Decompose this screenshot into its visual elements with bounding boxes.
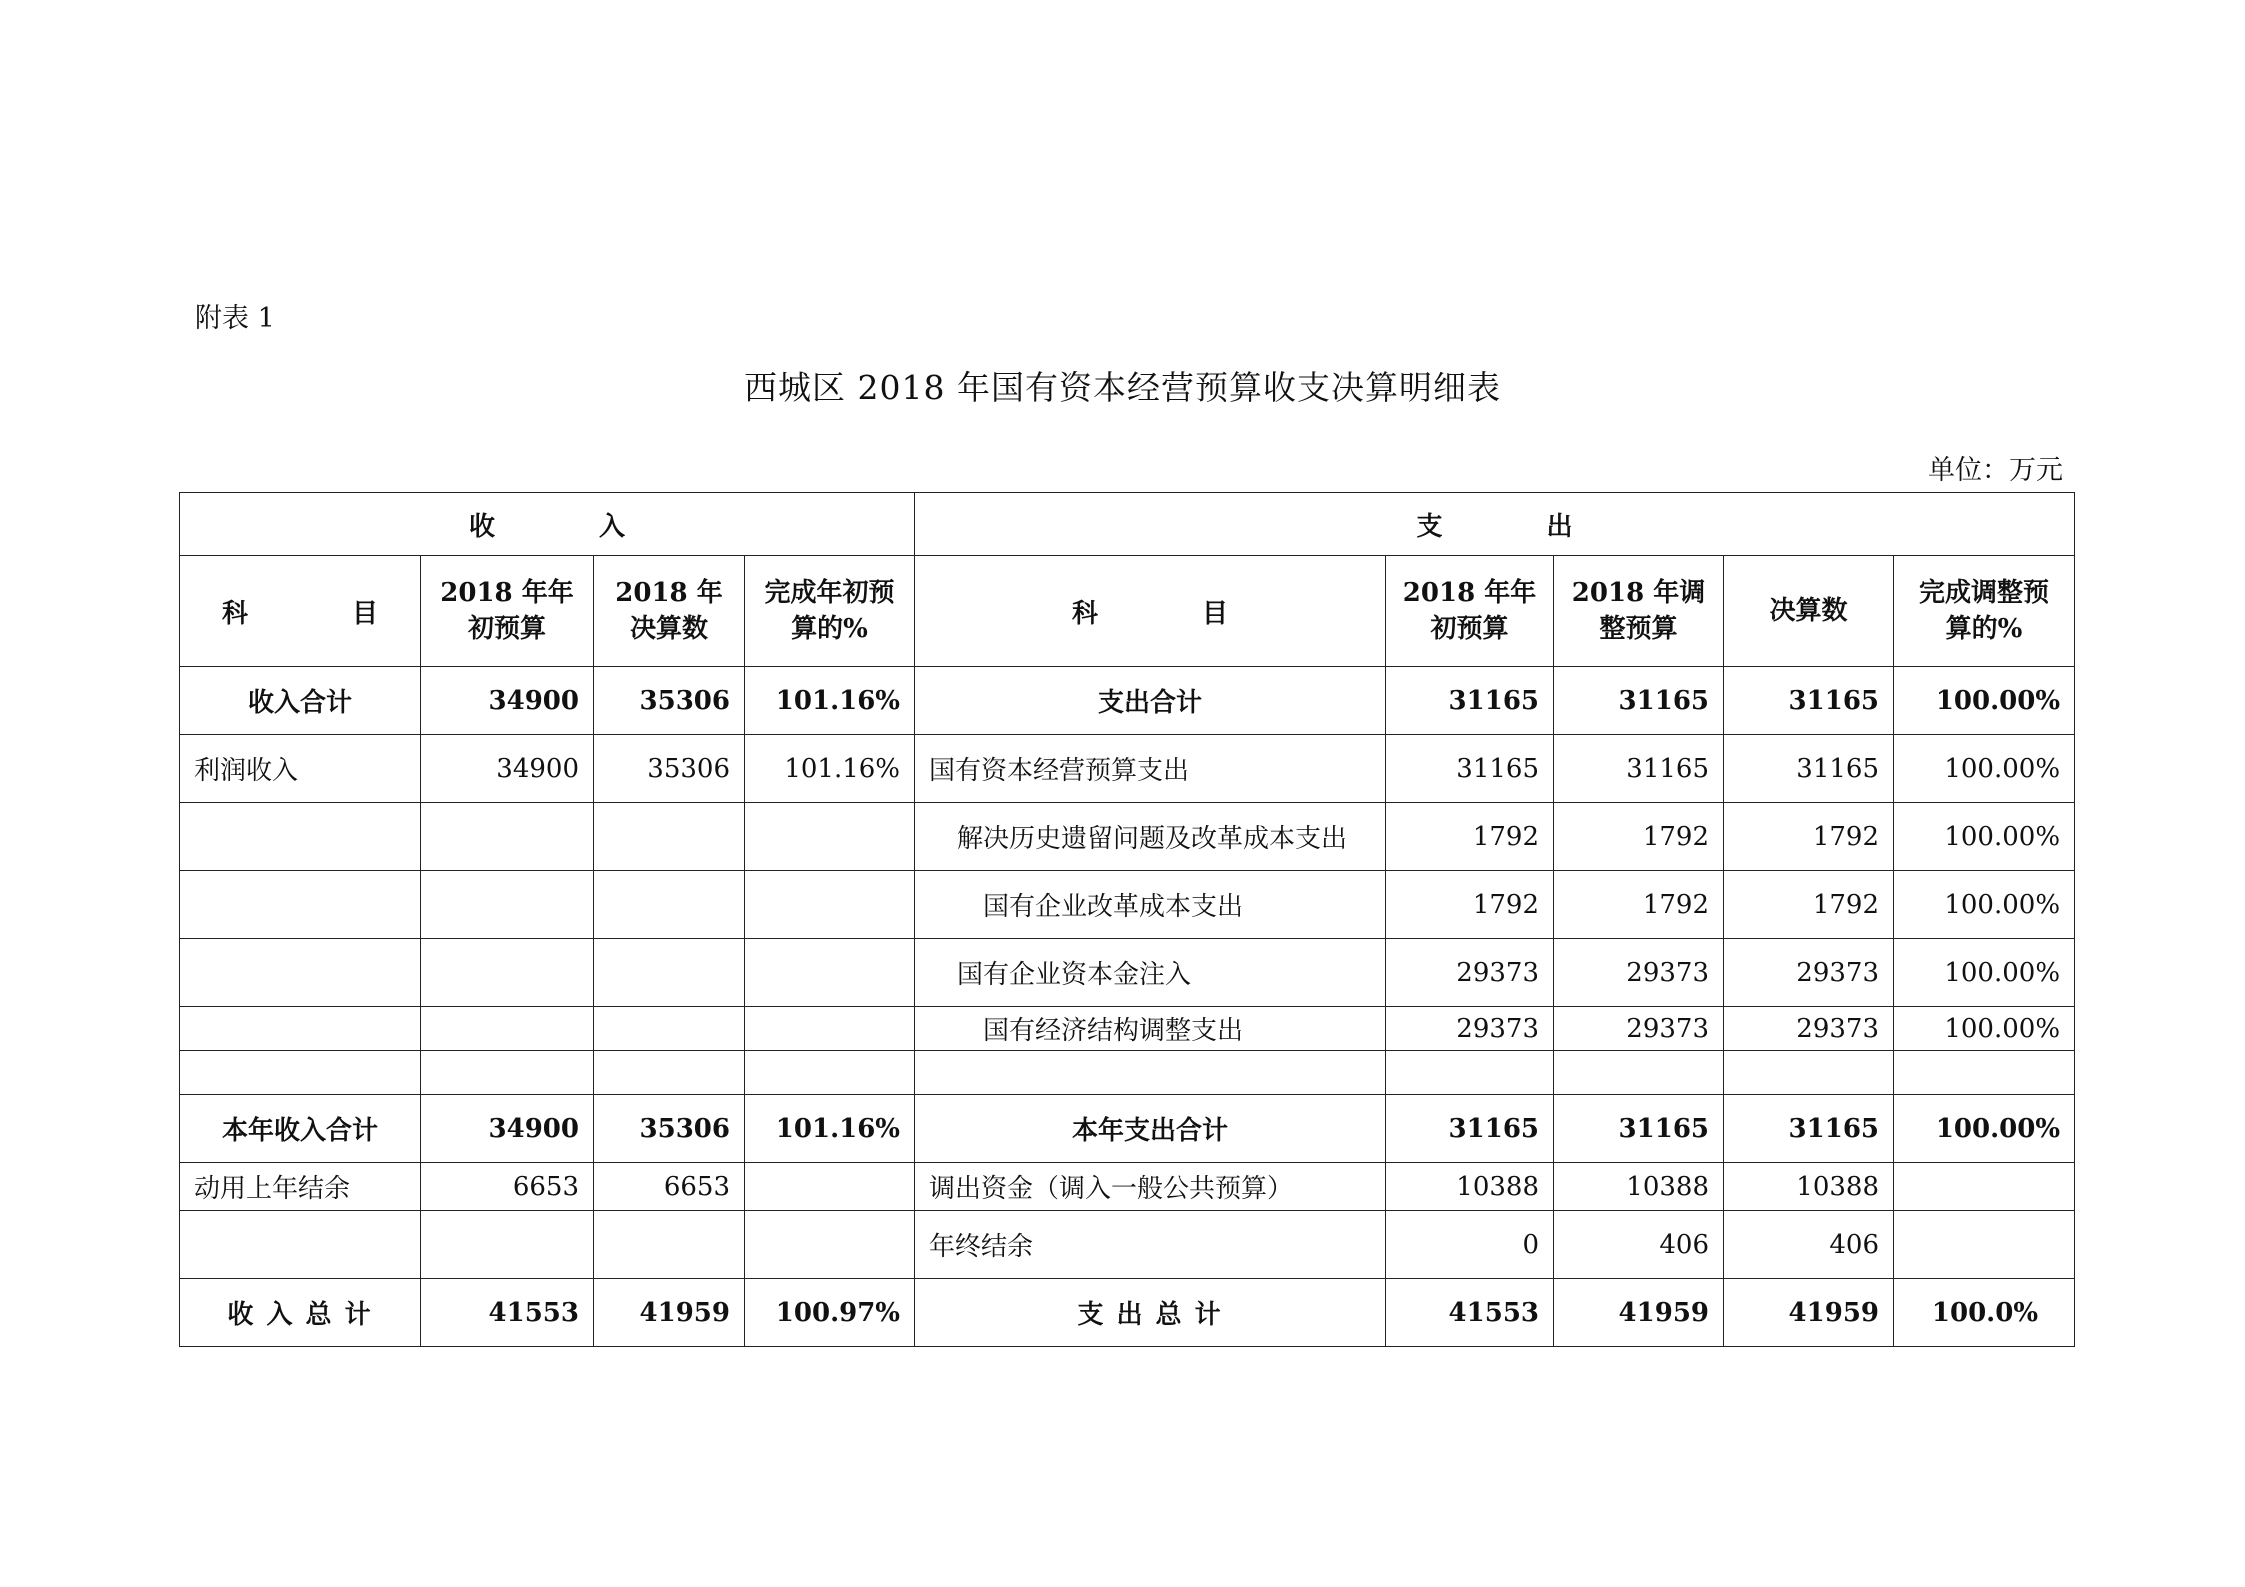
expense-adjusted-cell: 1792 <box>1554 871 1724 939</box>
expense-final-cell: 31165 <box>1724 1095 1894 1163</box>
expense-name-cell: 国有企业资本金注入 <box>915 939 1386 1007</box>
expense-rate-cell: 100.00% <box>1894 667 2075 735</box>
expense-final-cell: 29373 <box>1724 939 1894 1007</box>
table-row <box>180 1095 2075 1163</box>
expense-rate-header: 完成调整预算的% <box>1894 556 2075 667</box>
expense-budget-cell: 31165 <box>1386 735 1554 803</box>
income-name-cell: 利润收入 <box>180 735 421 803</box>
expense-final-header: 决算数 <box>1724 556 1894 667</box>
expense-rate-cell: 100.0% <box>1894 1279 2075 1347</box>
section-header-row <box>180 493 2075 556</box>
expense-budget-cell: 10388 <box>1386 1163 1554 1211</box>
unit-label: 单位：万元 <box>1928 455 2063 486</box>
income-budget-cell: 34900 <box>421 735 594 803</box>
income-name-cell: 动用上年结余 <box>180 1163 421 1211</box>
income-rate-cell <box>745 803 915 871</box>
expense-name-cell <box>915 1051 1386 1095</box>
income-budget-cell: 34900 <box>421 1095 594 1163</box>
expense-final-cell: 41959 <box>1724 1279 1894 1347</box>
expense-adjusted-cell: 10388 <box>1554 1163 1724 1211</box>
income-name-cell <box>180 1007 421 1051</box>
income-budget-cell <box>421 1211 594 1279</box>
income-budget-cell <box>421 939 594 1007</box>
income-section-header: 收 入 <box>180 493 915 556</box>
income-budget-cell <box>421 803 594 871</box>
income-rate-cell <box>745 1211 915 1279</box>
expense-final-cell: 10388 <box>1724 1163 1894 1211</box>
expense-name-cell: 调出资金（调入一般公共预算） <box>915 1163 1386 1211</box>
income-final-cell <box>594 1007 745 1051</box>
income-final-cell <box>594 803 745 871</box>
table-row <box>180 735 2075 803</box>
income-final-cell: 35306 <box>594 735 745 803</box>
table-row <box>180 1163 2075 1211</box>
income-final-cell <box>594 871 745 939</box>
income-name-cell <box>180 1211 421 1279</box>
income-final-cell <box>594 1051 745 1095</box>
income-budget-cell <box>421 871 594 939</box>
expense-budget-cell <box>1386 1051 1554 1095</box>
expense-budget-cell: 31165 <box>1386 1095 1554 1163</box>
income-rate-cell: 100.97% <box>745 1279 915 1347</box>
income-budget-cell: 41553 <box>421 1279 594 1347</box>
expense-rate-cell: 100.00% <box>1894 803 2075 871</box>
expense-rate-cell: 100.00% <box>1894 1095 2075 1163</box>
income-rate-cell: 101.16% <box>745 1095 915 1163</box>
table-row <box>180 803 2075 871</box>
income-final-cell: 35306 <box>594 1095 745 1163</box>
income-rate-cell <box>745 871 915 939</box>
expense-adjusted-cell: 41959 <box>1554 1279 1724 1347</box>
expense-name-cell: 国有经济结构调整支出 <box>915 1007 1386 1051</box>
income-name-cell <box>180 939 421 1007</box>
expense-rate-cell: 100.00% <box>1894 871 2075 939</box>
income-rate-cell: 101.16% <box>745 667 915 735</box>
expense-adjusted-cell: 31165 <box>1554 1095 1724 1163</box>
expense-rate-cell <box>1894 1211 2075 1279</box>
income-rate-cell <box>745 1007 915 1051</box>
expense-adjusted-cell <box>1554 1051 1724 1095</box>
expense-final-cell: 1792 <box>1724 803 1894 871</box>
income-final-cell: 6653 <box>594 1163 745 1211</box>
expense-budget-cell: 29373 <box>1386 1007 1554 1051</box>
income-rate-cell: 101.16% <box>745 735 915 803</box>
income-rate-cell <box>745 1163 915 1211</box>
expense-final-cell: 31165 <box>1724 667 1894 735</box>
expense-final-cell: 29373 <box>1724 1007 1894 1051</box>
expense-name-cell: 国有企业改革成本支出 <box>915 871 1386 939</box>
expense-name-cell: 支 出 总 计 <box>915 1279 1386 1347</box>
income-final-cell: 41959 <box>594 1279 745 1347</box>
table-row <box>180 1211 2075 1279</box>
expense-budget-cell: 29373 <box>1386 939 1554 1007</box>
expense-rate-cell <box>1894 1051 2075 1095</box>
income-final-header: 2018 年决算数 <box>594 556 745 667</box>
expense-adjusted-cell: 29373 <box>1554 939 1724 1007</box>
column-header-row <box>180 556 2075 667</box>
income-name-cell: 收 入 总 计 <box>180 1279 421 1347</box>
expense-name-cell: 国有资本经营预算支出 <box>915 735 1386 803</box>
expense-rate-cell <box>1894 1163 2075 1211</box>
expense-subject-header: 科 目 <box>915 556 1386 667</box>
expense-budget-header: 2018 年年初预算 <box>1386 556 1554 667</box>
income-name-cell <box>180 1051 421 1095</box>
expense-name-cell: 解决历史遗留问题及改革成本支出 <box>915 803 1386 871</box>
expense-final-cell: 406 <box>1724 1211 1894 1279</box>
expense-rate-cell: 100.00% <box>1894 735 2075 803</box>
income-rate-cell <box>745 939 915 1007</box>
income-rate-cell <box>745 1051 915 1095</box>
income-name-cell: 收入合计 <box>180 667 421 735</box>
income-budget-cell: 6653 <box>421 1163 594 1211</box>
expense-rate-cell: 100.00% <box>1894 939 2075 1007</box>
budget-table <box>179 492 2075 1347</box>
income-budget-cell <box>421 1007 594 1051</box>
income-final-cell <box>594 1211 745 1279</box>
expense-adjusted-cell: 31165 <box>1554 735 1724 803</box>
income-budget-header: 2018 年年初预算 <box>421 556 594 667</box>
income-subject-header: 科 目 <box>180 556 421 667</box>
expense-final-cell: 31165 <box>1724 735 1894 803</box>
table-row <box>180 1279 2075 1347</box>
table-row <box>180 871 2075 939</box>
appendix-label: 附表 1 <box>195 303 275 334</box>
table-row <box>180 939 2075 1007</box>
expense-budget-cell: 1792 <box>1386 871 1554 939</box>
income-rate-header: 完成年初预算的% <box>745 556 915 667</box>
expense-budget-cell: 31165 <box>1386 667 1554 735</box>
table-row <box>180 667 2075 735</box>
expense-budget-cell: 0 <box>1386 1211 1554 1279</box>
income-budget-cell <box>421 1051 594 1095</box>
expense-name-cell: 年终结余 <box>915 1211 1386 1279</box>
expense-adjusted-header: 2018 年调整预算 <box>1554 556 1724 667</box>
income-name-cell <box>180 803 421 871</box>
income-final-cell: 35306 <box>594 667 745 735</box>
expense-name-cell: 本年支出合计 <box>915 1095 1386 1163</box>
income-name-cell: 本年收入合计 <box>180 1095 421 1163</box>
expense-adjusted-cell: 406 <box>1554 1211 1724 1279</box>
expense-final-cell <box>1724 1051 1894 1095</box>
expense-budget-cell: 41553 <box>1386 1279 1554 1347</box>
expense-section-header: 支 出 <box>915 493 2075 556</box>
expense-rate-cell: 100.00% <box>1894 1007 2075 1051</box>
expense-final-cell: 1792 <box>1724 871 1894 939</box>
expense-name-cell: 支出合计 <box>915 667 1386 735</box>
income-name-cell <box>180 871 421 939</box>
expense-adjusted-cell: 31165 <box>1554 667 1724 735</box>
income-budget-cell: 34900 <box>421 667 594 735</box>
income-final-cell <box>594 939 745 1007</box>
table-row <box>180 1051 2075 1095</box>
expense-budget-cell: 1792 <box>1386 803 1554 871</box>
expense-adjusted-cell: 1792 <box>1554 803 1724 871</box>
table-row <box>180 1007 2075 1051</box>
expense-adjusted-cell: 29373 <box>1554 1007 1724 1051</box>
page-title: 西城区 2018 年国有资本经营预算收支决算明细表 <box>744 368 1501 407</box>
